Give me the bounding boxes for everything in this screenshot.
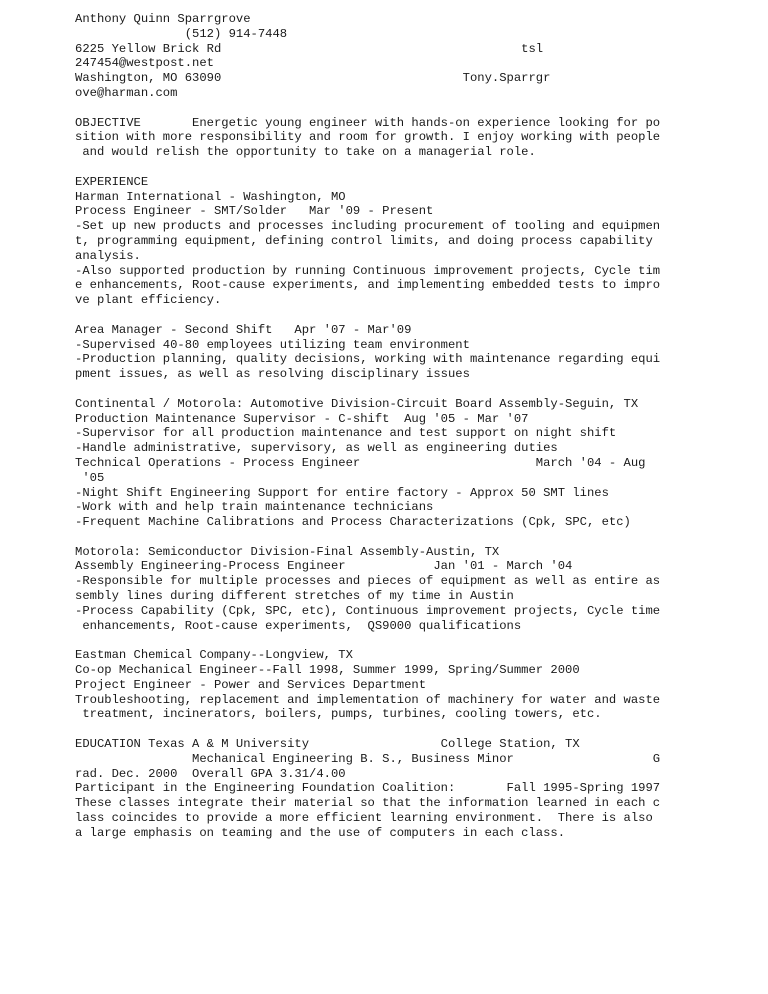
text-line: ve plant efficiency.: [75, 293, 222, 308]
text-line: (512) 914-7448: [75, 26, 288, 41]
text-line: Harman International - Washington, MO: [75, 189, 346, 204]
text-line: enhancements, Root-cause experiments, QS9000 qualifications: [75, 618, 522, 633]
text-line: OBJECTIVE Energetic young engineer with hands-on experience looking for po: [75, 115, 661, 130]
text-line: EXPERIENCE: [75, 174, 149, 189]
text-line: rad. Dec. 2000 Overall GPA 3.31/4.00: [75, 766, 346, 781]
text-line: Anthony Quinn Sparrgrove: [75, 12, 251, 26]
blank-line: [75, 308, 675, 323]
blank-line: [75, 382, 675, 397]
text-line: sembly lines during different stretches of my time in Austin: [75, 589, 514, 604]
text-line: t, programming equipment, defining control limits, and doing process capability: [75, 233, 653, 248]
text-line: treatment, incinerators, boilers, pumps, turbines, cooling towers, etc.: [75, 707, 602, 722]
text-line: Motorola: Semiconductor Division-Final Assembly-Austin, TX: [75, 544, 500, 559]
text-line: Washington, MO 63090 Tony.Sparrgr: [75, 71, 551, 86]
resume-document: [75, 12, 675, 841]
text-line: sition with more responsibility and room for growth. I enjoy working with people: [75, 130, 661, 145]
text-line: -Work with and help train maintenance technicians: [75, 500, 434, 515]
text-line: Assembly Engineering-Process Engineer Jan '01 - March '04: [75, 559, 573, 574]
text-line: -Also supported production by running Continuous improvement projects, Cycle tim: [75, 263, 661, 278]
text-line: ove@harman.com: [75, 85, 178, 100]
text-line: pment issues, as well as resolving disciplinary issues: [75, 367, 470, 382]
text-line: '05: [75, 470, 105, 485]
text-line: Co-op Mechanical Engineer--Fall 1998, Summer 1999, Spring/Summer 2000: [75, 663, 580, 678]
text-line: a large emphasis on teaming and the use of computers in each class.: [75, 825, 566, 840]
blank-line: [75, 160, 675, 175]
text-line: Production Maintenance Supervisor - C-shift Aug '05 - Mar '07: [75, 411, 529, 426]
text-line: -Handle administrative, supervisory, as well as engineering duties: [75, 441, 558, 456]
text-line: e enhancements, Root-cause experiments, and implementing embedded tests to impro: [75, 278, 661, 293]
text-line: Process Engineer - SMT/Solder Mar '09 - Present: [75, 204, 434, 219]
text-line: and would relish the opportunity to take on a managerial role.: [75, 145, 536, 160]
text-line: Troubleshooting, replacement and implementation of machinery for water and waste: [75, 692, 661, 707]
text-line: -Night Shift Engineering Support for entire factory - Approx 50 SMT lines: [75, 485, 609, 500]
text-line: -Frequent Machine Calibrations and Process Characterizations (Cpk, SPC, etc): [75, 515, 631, 530]
text-line: 6225 Yellow Brick Rd tsl: [75, 41, 544, 56]
text-line: Eastman Chemical Company--Longview, TX: [75, 648, 353, 663]
blank-line: [75, 633, 675, 648]
text-line: EDUCATION Texas A & M University College Station, TX: [75, 737, 580, 752]
text-line: -Process Capability (Cpk, SPC, etc), Continuous improvement projects, Cycle time: [75, 603, 661, 618]
blank-line: [75, 101, 675, 116]
text-line: -Supervised 40-80 employees utilizing team environment: [75, 337, 470, 352]
text-line: 247454@westpost.net: [75, 56, 214, 71]
blank-line: [75, 722, 675, 737]
text-line: analysis.: [75, 248, 141, 263]
text-line: Project Engineer - Power and Services Department: [75, 677, 427, 692]
text-line: Mechanical Engineering B. S., Business Minor G: [75, 751, 661, 766]
text-line: Participant in the Engineering Foundation Coalition: Fall 1995-Spring 1997: [75, 781, 661, 796]
text-line: -Responsible for multiple processes and pieces of equipment as well as entire as: [75, 574, 661, 589]
text-line: -Set up new products and processes including procurement of tooling and equipmen: [75, 219, 661, 234]
blank-line: [75, 530, 675, 545]
text-line: -Supervisor for all production maintenance and test support on night shift: [75, 426, 617, 441]
text-line: Technical Operations - Process Engineer March '04 - Aug: [75, 455, 646, 470]
text-line: Continental / Motorola: Automotive Division-Circuit Board Assembly-Seguin, TX: [75, 396, 639, 411]
text-line: lass coincides to provide a more efficient learning environment. There is also: [75, 811, 653, 826]
text-line: These classes integrate their material so that the information learned in each c: [75, 796, 661, 811]
text-line: Area Manager - Second Shift Apr '07 - Mar'09: [75, 322, 412, 337]
text-line: -Production planning, quality decisions, working with maintenance regarding equi: [75, 352, 661, 367]
